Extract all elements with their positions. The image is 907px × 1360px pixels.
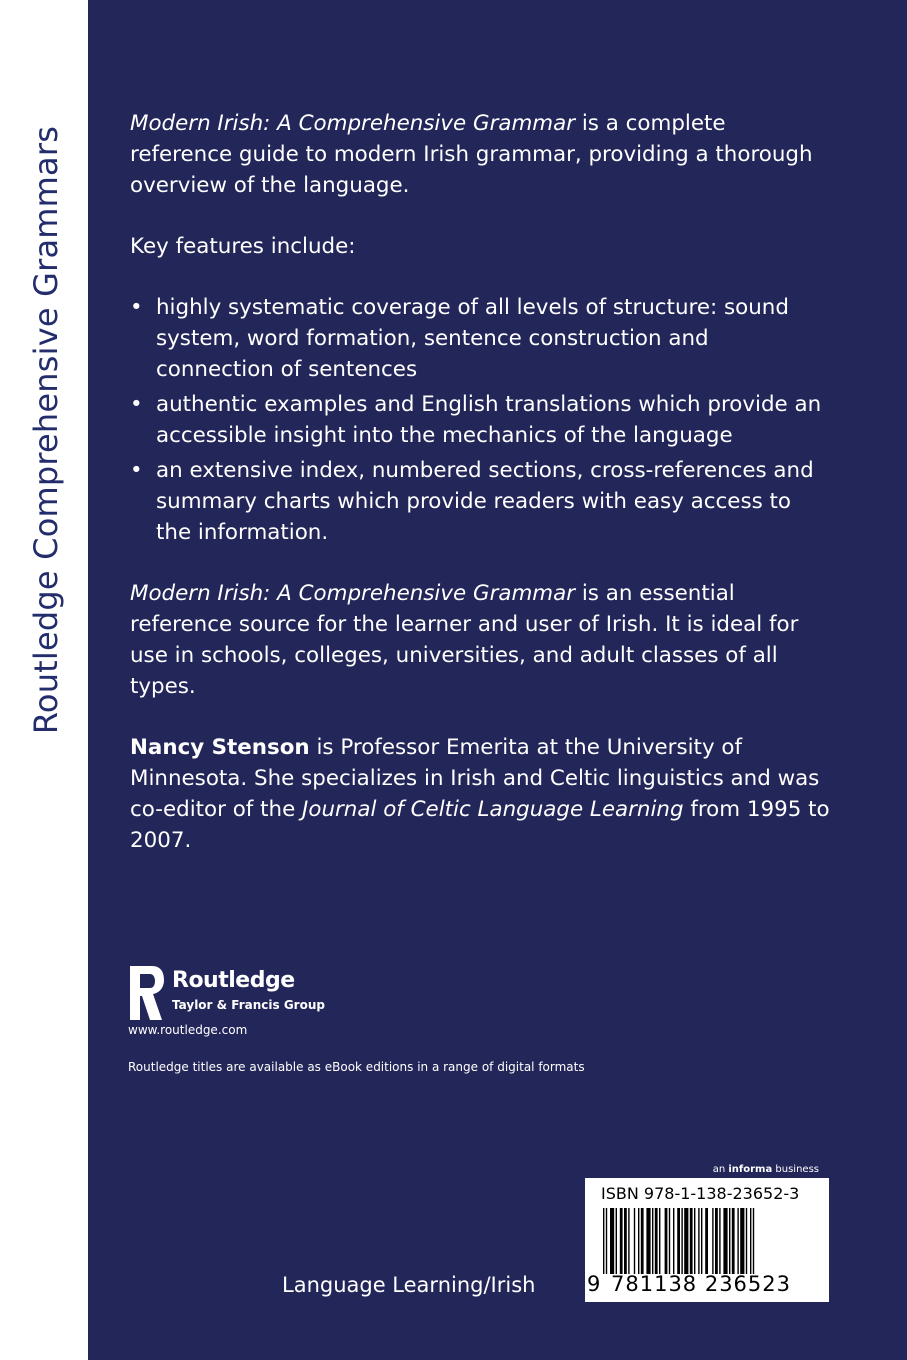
ideal-book-title: Modern Irish: A Comprehensive Grammar: [130, 581, 576, 606]
ideal-text: is an essential reference source for the learner and user of Irish. It is ideal for use in schools, colleges, universities, and adult classes of all types.: [130, 581, 799, 699]
publisher-website[interactable]: www.routledge.com: [128, 1023, 248, 1037]
category-label: Language Learning/Irish: [282, 1273, 536, 1297]
barcode-bar: [665, 1208, 668, 1274]
barcode-bar: [690, 1208, 693, 1274]
barcode-bar: [655, 1208, 658, 1274]
barcode-bar: [701, 1208, 702, 1274]
author-paragraph: Nancy Stenson is Professor Emerita at the University of Minnesota. She specializes in Irish and Celtic linguistics and was co-editor of the Journal of Celtic Language Learning from 1995 to 2007.: [130, 735, 830, 853]
barcode-bar: [606, 1208, 607, 1274]
barcode-icon: [601, 1208, 813, 1274]
barcode-bar: [634, 1208, 635, 1274]
barcode-bar: [624, 1208, 627, 1274]
barcode-bar: [698, 1208, 699, 1274]
barcode-bar: [603, 1208, 604, 1274]
publisher-name: Routledge: [172, 968, 295, 993]
description: [130, 108, 830, 856]
author-name: Nancy Stenson: [130, 735, 310, 760]
barcode-digits: 781138 236523: [611, 1272, 792, 1296]
intro-paragraph: [130, 108, 830, 201]
barcode-bar: [673, 1208, 674, 1274]
feature-item: • authentic examples and English translations which provide an accessible insight into the mechanics of the language: [130, 389, 830, 451]
barcode-bar: [740, 1208, 744, 1274]
barcode-bar: [723, 1208, 727, 1274]
barcode-bar: [712, 1208, 713, 1274]
barcode-bar: [652, 1208, 653, 1274]
features-label: Key features include:: [130, 234, 356, 259]
barcode-bar: [684, 1208, 688, 1274]
barcode-first-digit: 9: [587, 1272, 601, 1296]
barcode-bar: [669, 1208, 670, 1274]
intro-text: is a complete reference guide to modern Irish grammar, providing a thorough overview of the language.: [130, 111, 813, 198]
barcode-bar: [641, 1208, 644, 1274]
barcode-bar: [705, 1208, 708, 1274]
barcode-bar: [620, 1208, 623, 1274]
barcode-bar: [753, 1208, 754, 1274]
barcode-bar: [746, 1208, 747, 1274]
publisher-group: Taylor & Francis Group: [172, 998, 325, 1012]
barcode-bar: [737, 1208, 738, 1274]
barcode-bar: [719, 1208, 720, 1274]
bullet-icon: •: [130, 458, 143, 483]
intro-book-title: Modern Irish: A Comprehensive Grammar: [130, 111, 576, 136]
feature-item: • highly systematic coverage of all levels of structure: sound system, word formation, sentence construction and connection of sentences: [130, 292, 830, 385]
feature-item: • an extensive index, numbered sections, cross-references and summary charts which provide readers with easy access to the information.: [130, 455, 830, 548]
informa-tagline: an informa business: [712, 1164, 819, 1175]
barcode-bar: [646, 1208, 650, 1274]
barcode-bar: [681, 1208, 682, 1274]
ideal-paragraph: [130, 578, 830, 702]
journal-title: Journal of Celtic Language Learning: [302, 797, 684, 822]
barcode-bar: [610, 1208, 614, 1274]
bullet-icon: •: [130, 392, 143, 417]
barcode-bar: [677, 1208, 680, 1274]
barcode-bar: [732, 1208, 735, 1274]
barcode-bar: [750, 1208, 751, 1274]
spine-title: Routledge Comprehensive Grammars: [27, 125, 65, 735]
isbn-text: ISBN 978-1-138-23652-3: [601, 1184, 800, 1203]
routledge-logo-icon: [128, 966, 164, 1020]
barcode-bar: [694, 1208, 695, 1274]
back-cover: [88, 0, 907, 1360]
bullet-icon: •: [130, 295, 143, 320]
barcode-bar: [659, 1208, 660, 1274]
barcode-bar: [616, 1208, 617, 1274]
ebook-note: Routledge titles are available as eBook editions in a range of digital formats: [128, 1060, 585, 1074]
barcode-block: [585, 1178, 829, 1302]
barcode-bar: [628, 1208, 629, 1274]
barcode-bar: [638, 1208, 639, 1274]
features-list: [130, 292, 830, 548]
barcode-bar: [715, 1208, 718, 1274]
spine: [0, 0, 88, 1360]
barcode-bar: [729, 1208, 730, 1274]
